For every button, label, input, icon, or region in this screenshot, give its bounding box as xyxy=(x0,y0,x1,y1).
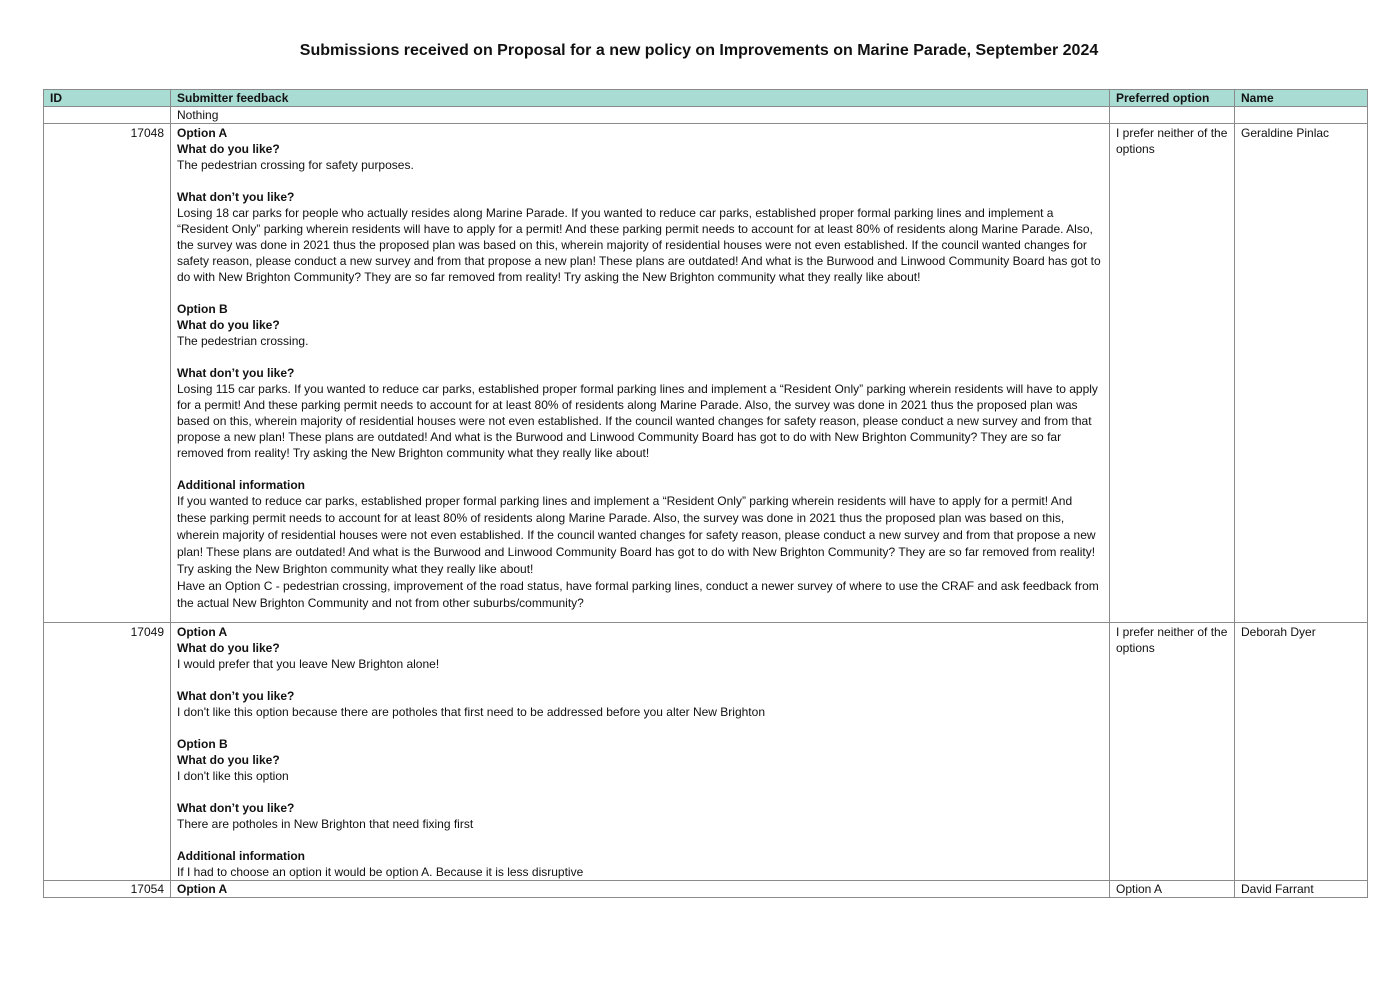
dislike-text: Losing 115 car parks. If you wanted to reduce car parks, established proper formal parking lines and implement a “Resident Only” parking wherein residents will have to apply for a permit! And these parking permit needs to account for at least 80% of residents along Marine Parade. Also, the survey was done in 2021 thus the proposed plan was based on this, wherein majority of residential houses were not even established. If the council wanted changes for safety reason, please conduct a new survey and from that propose a new plan! These plans are outdated! And what is the Burwood and Linwood Community Board has got to do with New Brighton Community? They are so far removed from reality! Try asking the New Brighton community what they really like about! xyxy=(177,382,1098,460)
dislike-text: There are potholes in New Brighton that need fixing first xyxy=(177,817,474,831)
like-text: The pedestrian crossing for safety purposes. xyxy=(177,158,414,172)
cell-name: Geraldine Pinlac xyxy=(1235,124,1368,623)
dislike-heading: What don’t you like? xyxy=(177,366,295,380)
dislike-text: I don't like this option because there are potholes that first need to be addressed before you alter New Brighton xyxy=(177,705,765,719)
dislike-heading: What don’t you like? xyxy=(177,801,295,815)
page-title: Submissions received on Proposal for a new policy on Improvements on Marine Parade, September 2024 xyxy=(299,42,1099,59)
column-header-id: ID xyxy=(44,90,171,107)
submissions-table xyxy=(43,89,1368,898)
cell-preferred: I prefer neither of the options xyxy=(1110,623,1235,881)
like-text: The pedestrian crossing. xyxy=(177,334,309,348)
additional-info-text: If you wanted to reduce car parks, established proper formal parking lines and implement a “Resident Only” parking wherein residents will have to apply for a permit! And these parking permit needs to account for at least 80% of residents along Marine Parade. Also, the survey was done in 2021 thus the proposed plan was based on this, wherein majority of residential houses were not even established. If the council wanted changes for safety reason, please conduct a new survey and from that propose a new plan! These plans are outdated! And what is the Burwood and Linwood Community Board has got to do with New Brighton Community? They are so far removed from reality! Try asking the New Brighton community what they really like about! xyxy=(177,494,1096,576)
additional-info-heading: Additional information xyxy=(177,849,305,863)
cell-feedback xyxy=(171,623,1110,881)
table-header-row xyxy=(44,90,1368,107)
column-header-name: Name xyxy=(1235,90,1368,107)
table-row xyxy=(44,124,1368,623)
additional-info-text: If I had to choose an option it would be option A. Because it is less disruptive xyxy=(177,865,584,879)
option-a-heading: Option A xyxy=(177,126,228,140)
like-heading: What do you like? xyxy=(177,641,280,655)
cell-name: Deborah Dyer xyxy=(1235,623,1368,881)
cell-feedback xyxy=(171,124,1110,623)
option-b-heading: Option B xyxy=(177,302,228,316)
cell-preferred xyxy=(1110,107,1235,124)
dislike-heading: What don’t you like? xyxy=(177,689,295,703)
cell-name: David Farrant xyxy=(1235,881,1368,898)
cell-id: 17048 xyxy=(44,124,171,623)
cell-feedback: Nothing xyxy=(171,107,1110,124)
cell-preferred: Option A xyxy=(1110,881,1235,898)
additional-info-text: Have an Option C - pedestrian crossing, improvement of the road status, have formal parking lines, conduct a newer survey of where to use the CRAF and ask feedback from the actual New Brighton Community and not from other suburbs/community? xyxy=(177,579,1099,610)
like-heading: What do you like? xyxy=(177,318,280,332)
option-a-heading: Option A xyxy=(177,882,228,896)
option-b-heading: Option B xyxy=(177,737,228,751)
table-row xyxy=(44,881,1368,898)
like-heading: What do you like? xyxy=(177,142,280,156)
cell-id: 17049 xyxy=(44,623,171,881)
table-row xyxy=(44,623,1368,881)
like-text: I would prefer that you leave New Brighton alone! xyxy=(177,657,440,671)
option-a-heading: Option A xyxy=(177,625,228,639)
cell-name xyxy=(1235,107,1368,124)
dislike-heading: What don’t you like? xyxy=(177,190,295,204)
cell-feedback xyxy=(171,881,1110,898)
like-text: I don't like this option xyxy=(177,769,289,783)
like-heading: What do you like? xyxy=(177,753,280,767)
cell-id: 17054 xyxy=(44,881,171,898)
cell-preferred: I prefer neither of the options xyxy=(1110,124,1235,623)
column-header-feedback: Submitter feedback xyxy=(171,90,1110,107)
cell-id xyxy=(44,107,171,124)
column-header-preferred: Preferred option xyxy=(1110,90,1235,107)
additional-info-heading: Additional information xyxy=(177,478,305,492)
dislike-text: Losing 18 car parks for people who actually resides along Marine Parade. If you wanted to reduce car parks, established proper formal parking lines and implement a “Resident Only” parking wherein residents will have to apply for a permit! And these parking permit needs to account for at least 80% of residents along Marine Parade. Also, the survey was done in 2021 thus the proposed plan was based on this, wherein majority of residential houses were not even established. If the council wanted changes for safety reason, please conduct a new survey and from that propose a new plan! These plans are outdated! And what is the Burwood and Linwood Community Board has got to do with New Brighton Community? They are so far removed from reality! Try asking the New Brighton community what they really like about! xyxy=(177,206,1101,284)
table-row xyxy=(44,107,1368,124)
